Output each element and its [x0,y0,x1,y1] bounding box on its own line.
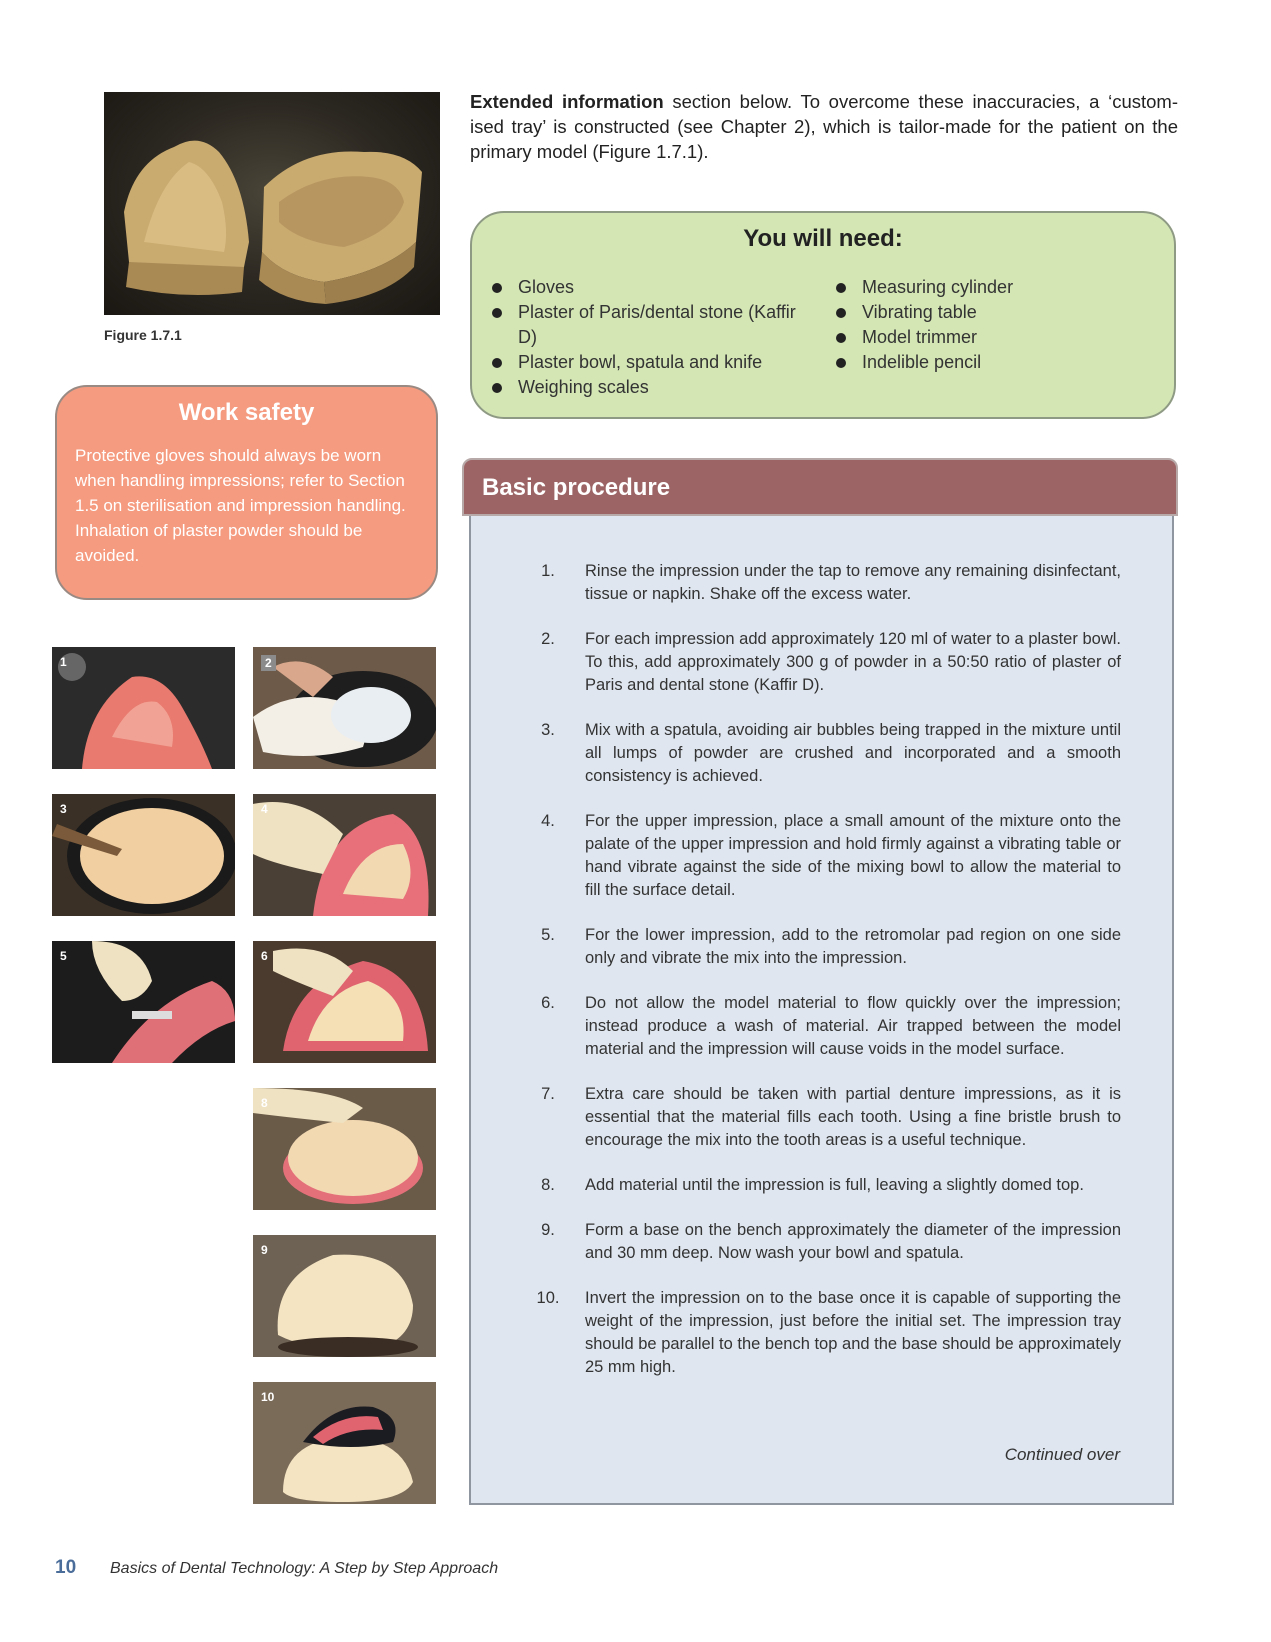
step-photo-6 [253,941,436,1063]
step-number: 1 [60,655,67,669]
step-index: 4. [541,812,555,830]
step-text: Add material until the impression is full, leaving a slightly domed top. [585,1176,1084,1194]
procedure-step [471,719,1172,788]
needs-list-left [490,275,810,400]
list-item: Measuring cylinder [834,275,1154,300]
step-photo-2 [253,647,436,769]
procedure-step [471,992,1172,1061]
procedure-step [471,1219,1172,1265]
step-number: 6 [261,949,268,963]
step-text: Rinse the impression under the tap to remove any remaining disinfectant, tissue or napkin. Shake off the excess water. [585,562,1121,603]
list-item: Weighing scales [490,375,810,400]
wash-of-material-illustration [253,941,436,1063]
basic-procedure-title: Basic procedure [482,474,671,501]
you-will-need-box [470,211,1176,419]
continued-over-note: Continued over [1004,1445,1120,1464]
step-text: Mix with a spatula, avoiding air bubbles being trapped in the mixture until all lumps of powder are crushed and incorporated and a smooth consistency is achieved. [585,721,1121,785]
step-index: 6. [541,994,555,1012]
procedure-step [471,924,1172,970]
step-index: 8. [541,1176,555,1194]
step-photo-8 [253,1088,436,1210]
step-text: For each impression add approximately 120 ml of water to a plaster bowl. To this, add approximately 300 g of powder in a 50:50 ratio of plaster of Paris and dental stone (Kaffir D). [585,630,1121,694]
step-text: Invert the impression on to the base once it is capable of supporting the weight of the impression, just before the initial set. The impression tray should be parallel to the bench top and the base should be approximately 25 mm high. [585,1289,1121,1376]
step-photo-5 [52,941,235,1063]
procedure-steps [471,560,1172,1401]
step-index: 9. [541,1221,555,1239]
step-index: 1. [541,562,555,580]
running-footer-title: Basics of Dental Technology: A Step by Step Approach [110,1560,499,1577]
step-index: 5. [541,926,555,944]
work-safety-title: Work safety [178,399,315,426]
intro-bold-lead: Extended information [470,91,664,112]
step-index: 2. [541,630,555,648]
step-number: 3 [60,802,67,816]
plaster-base-illustration [253,1235,436,1357]
step-photo-1 [52,647,235,769]
step-photo-10 [253,1382,436,1504]
step-photo-3 [52,794,235,916]
basic-procedure-header [462,458,1178,516]
step-number: 5 [60,949,67,963]
figure-1-7-1-photo [104,92,440,315]
step-text: For the lower impression, add to the retromolar pad region on one side only and vibrate the mix into the impression. [585,926,1121,967]
step-text: Do not allow the model material to flow quickly over the impression; instead produce a wash of material. Air trapped between the model material and the impression will cause voids in the model surface. [585,994,1121,1058]
procedure-step [471,628,1172,697]
step-index: 10. [536,1289,560,1307]
list-item: Model trimmer [834,325,1154,350]
list-item: Plaster of Paris/dental stone (Kaffir D) [490,300,810,350]
upper-impression-fill-illustration [253,794,436,916]
work-safety-text: Protective gloves should always be worn when handling impressions; refer to Section 1.5 on sterilisation and impression handling. Inhalation of plaster powder should be avoided. [75,446,406,565]
figure-caption: Figure 1.7.1 [104,327,182,343]
procedure-step [471,1174,1172,1197]
step-text: Extra care should be taken with partial denture impressions, as it is essential that the material fills each tooth. Using a fine bristle brush to encourage the mix into the tooth areas is a useful technique. [585,1085,1121,1149]
step-number: 4 [261,802,268,816]
step-number: 9 [261,1243,268,1257]
pouring-powder-illustration [253,647,436,769]
domed-top-illustration [253,1088,436,1210]
procedure-step [471,1083,1172,1152]
impression-rinse-illustration [52,647,235,769]
list-item: Indelible pencil [834,350,1154,375]
mixing-bowl-illustration [52,794,235,916]
plaster-models-illustration [104,92,440,315]
inverted-impression-illustration [253,1382,436,1504]
needs-list-right [834,275,1154,375]
work-safety-box [55,385,438,600]
step-number: 8 [261,1096,268,1110]
procedure-step [471,560,1172,606]
step-number: 10 [261,1390,275,1404]
list-item: Gloves [490,275,810,300]
intro-paragraph [470,89,1178,164]
lower-impression-fill-illustration [52,941,235,1063]
procedure-step [471,1287,1172,1379]
basic-procedure-body [469,516,1174,1505]
page-number: 10 [55,1557,77,1578]
step-photo-4 [253,794,436,916]
procedure-step [471,810,1172,902]
step-index: 7. [541,1085,555,1103]
list-item: Plaster bowl, spatula and knife [490,350,810,375]
list-item: Vibrating table [834,300,1154,325]
step-number: 2 [261,655,276,671]
step-index: 3. [541,721,555,739]
step-text: For the upper impression, place a small amount of the mixture onto the palate of the upper impression and hold firmly against a vibrating table or hand vibrate against the side of the mixing bowl to allow the material to fill the surface detail. [585,812,1121,899]
you-will-need-title: You will need: [743,225,903,252]
step-photo-9 [253,1235,436,1357]
step-text: Form a base on the bench approximately the diameter of the impression and 30 mm deep. Now wash your bowl and spatula. [585,1221,1121,1262]
intro-text: section below. To overcome these inaccuracies, a ‘custom-ised tray’ is constructed (see Chapter 2), which is tailor-made for the patient on the primary model (Figure 1.7.1). [470,91,1178,162]
